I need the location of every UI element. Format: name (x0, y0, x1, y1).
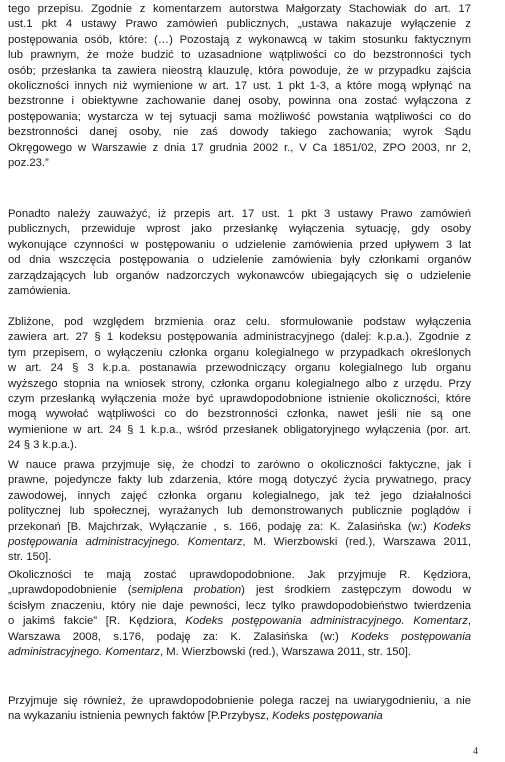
text-line (8, 407, 471, 422)
paragraph (8, 568, 471, 660)
text-run: str. 150]. (8, 551, 52, 564)
paragraph (8, 207, 471, 299)
text-run: wymienione w art. 24 § 1 k.p.a., wśród przesłanek obligatoryjnego wyłączenia (por. art. (8, 423, 471, 436)
text-run: przekonań [B. Majchrzak, Wyłączanie , s. 166, podaję za: K. Zalasińska (w:) (8, 520, 434, 533)
text-run: zarządzających lub organów nadzorczych wykonawców ubiegających się o udzielenie (8, 269, 471, 282)
text-line (8, 392, 471, 407)
italic-citation: semiplena probation (131, 584, 242, 597)
text-line (8, 222, 471, 237)
text-run: ust.1 pkt 4 ustawy Prawo zamówień publicznych, „ustawa nakazuje wyłączenie z (8, 18, 471, 31)
text-line (8, 269, 471, 284)
text-run: „uprawdopodobnienie ( (8, 584, 132, 597)
text-line (8, 346, 471, 361)
text-run: ) jest środkiem zastępczym dowodu w (241, 584, 471, 597)
text-line (8, 709, 471, 724)
text-line (8, 33, 471, 48)
text-run: zamówienia. (8, 285, 71, 298)
text-line (8, 330, 471, 345)
text-line (8, 535, 471, 550)
text-line (8, 238, 471, 253)
italic-citation: administracyjnego. Komentarz (8, 646, 160, 659)
text-run: czym przesłanką wyłączenia może być uprawdopodobnione istnienie okoliczności, które (8, 393, 471, 406)
text-run: o jakimś fakcie” [R. Kędziora, (8, 615, 186, 628)
text-run: postępowania osób, które: (…) Pozostają z wykonawcą w takim stosunku faktycznym (8, 33, 471, 46)
paragraph (8, 458, 471, 566)
text-run: zawodowej, innych zajęć członka organu kolegialnego, jak też jego działalności (8, 489, 471, 502)
text-line (8, 550, 471, 565)
text-line (8, 253, 471, 268)
text-line (8, 599, 471, 614)
italic-citation: Kodeks (433, 520, 471, 533)
italic-citation: Kodeks postępowania (351, 630, 471, 643)
text-run: tym przepisem, o wyłączeniu członka organu kolegialnego w przypadkach określonych (8, 346, 471, 359)
text-run: Warszawa 2008, s.176, podaję za: K. Zalasińska (w:) (8, 630, 352, 643)
text-line (8, 125, 471, 140)
text-line (8, 377, 471, 392)
text-run: bezstronne i obiektywne zachowanie danej osoby, powinna ona zostać wyłączona z (8, 95, 471, 108)
text-run: zawiera art. 27 § 1 kodeksu postępowania administracyjnego (dalej: k.p.a.). Zgodnie z (8, 331, 471, 344)
italic-citation: Kodeks postępowania administracyjnego. Komentarz (185, 615, 468, 628)
text-line (8, 568, 471, 583)
italic-citation: Kodeks postępowania (272, 710, 383, 723)
text-line (8, 110, 471, 125)
text-run: Okoliczności te mają zostać uprawdopodobnione. Jak przyjmuje R. Kędziora, (8, 569, 471, 581)
text-line (8, 438, 471, 453)
text-run: na wykazaniu istnienia pewnych faktów [P.Przybysz, (8, 710, 273, 723)
text-run: , M. Wierzbowski (red.), Warszawa 2011, str. 150]. (159, 646, 412, 659)
text-run: bezstronności danej osoby, nie zaś dowody takiego zachowania; wyrok Sądu (8, 126, 471, 139)
text-run: politycznej lub społecznej, wyrażanych lub demonstrowanych publicznie poglądów i (8, 505, 471, 518)
text-run: Przyjmuje się również, że uprawdopodobnienie polega raczej na uwiarygodnieniu, a nie (8, 695, 471, 707)
text-line (8, 473, 471, 488)
text-run: mogą wywołać wątpliwości co do bezstronności członka, nawet jeśli nie są one (8, 408, 471, 421)
text-line (8, 458, 471, 473)
text-line (8, 48, 471, 63)
text-line (8, 284, 471, 299)
text-line (8, 79, 471, 94)
text-run: prawne, pojedyncze fakty lub zdarzenia, które mogą dotyczyć życia prywatnego, pracy (8, 474, 471, 487)
text-run: od dnia wszczęcia postępowania o udzielenie zamówienia były członkami organów (8, 254, 471, 267)
text-line (8, 583, 471, 598)
text-run: Okręgowego w Warszawie z dnia 17 grudnia 2002 r., V Ca 1851/02, ZPO 2003, nr 2, (8, 141, 471, 154)
text-run: wykonujące czynności w postępowaniu o udzielenie zamówienia przed upływem 3 lat (8, 238, 471, 251)
text-line (8, 361, 471, 376)
paragraph (8, 315, 471, 454)
text-run: 24 § 3 k.p.a.). (8, 439, 78, 452)
text-line (8, 504, 471, 519)
text-line (8, 630, 471, 645)
text-line (8, 94, 471, 109)
text-line (8, 520, 471, 535)
text-run: w art. 24 § 3 k.p.a. postanawia przewodniczący organu kolegialnego lub organu (8, 362, 471, 375)
text-line (8, 489, 471, 504)
text-line (8, 207, 471, 222)
text-line (8, 64, 471, 79)
page-number: 4 (473, 746, 478, 757)
text-line (8, 614, 471, 629)
text-run: publicznych, przewiduje wprost jako przesłankę wyłączenia sytuację, gdy osoby (8, 223, 471, 236)
text-line (8, 423, 471, 438)
text-run: ścisłym znaczeniu, który nie daje pewności, lecz tylko prawdopodobieństwo twierdzenia (8, 599, 471, 612)
text-run: Ponadto należy zauważyć, iż przepis art. 17 ust. 1 pkt 3 ustawy Prawo zamówień (8, 208, 471, 220)
text-line (8, 156, 471, 171)
text-run: lub prawnym, że może budzić to uzasadnione wątpliwości co do bezstronności tych (8, 49, 471, 62)
text-run: tego przepisu. Zgodnie z komentarzem autorstwa Małgorzaty Stachowiak do art. 17 (8, 3, 471, 15)
italic-citation: postępowania administracyjnego. Komentarz (8, 536, 243, 549)
text-run: , M. Wierzbowski (red.), Warszawa 2011, (242, 536, 471, 549)
text-run: poz.23.” (8, 157, 49, 170)
paragraph (8, 694, 471, 725)
text-line (8, 2, 471, 17)
text-run: okoliczności innych niż wymienione w art. 17 ust. 1 pkt 1-3, a które mogą wpłynąć na (8, 80, 471, 93)
text-line (8, 141, 471, 156)
text-line (8, 315, 471, 330)
text-line (8, 645, 471, 660)
text-run: postępowania; wystarcza w tej sytuacji sama możliwość powstania wątpliwości co do (8, 110, 471, 123)
paragraph (8, 2, 471, 171)
text-run: wyższego stopnia na wniosek strony, członka organu kolegialnego albo z urzędu. Przy (8, 377, 471, 390)
text-run: osób; przesłanka ta zawiera nieostrą klauzulę, która powoduje, że w przypadku zajścia (8, 64, 471, 77)
text-run: Zbliżone, pod względem brzmienia oraz celu. sformułowanie podstaw wyłączenia (8, 316, 471, 328)
text-line (8, 17, 471, 32)
text-run: , (467, 615, 471, 628)
text-run: W nauce prawa przyjmuje się, że chodzi to zarówno o okoliczności faktyczne, jak i (8, 459, 471, 471)
text-line (8, 694, 471, 709)
